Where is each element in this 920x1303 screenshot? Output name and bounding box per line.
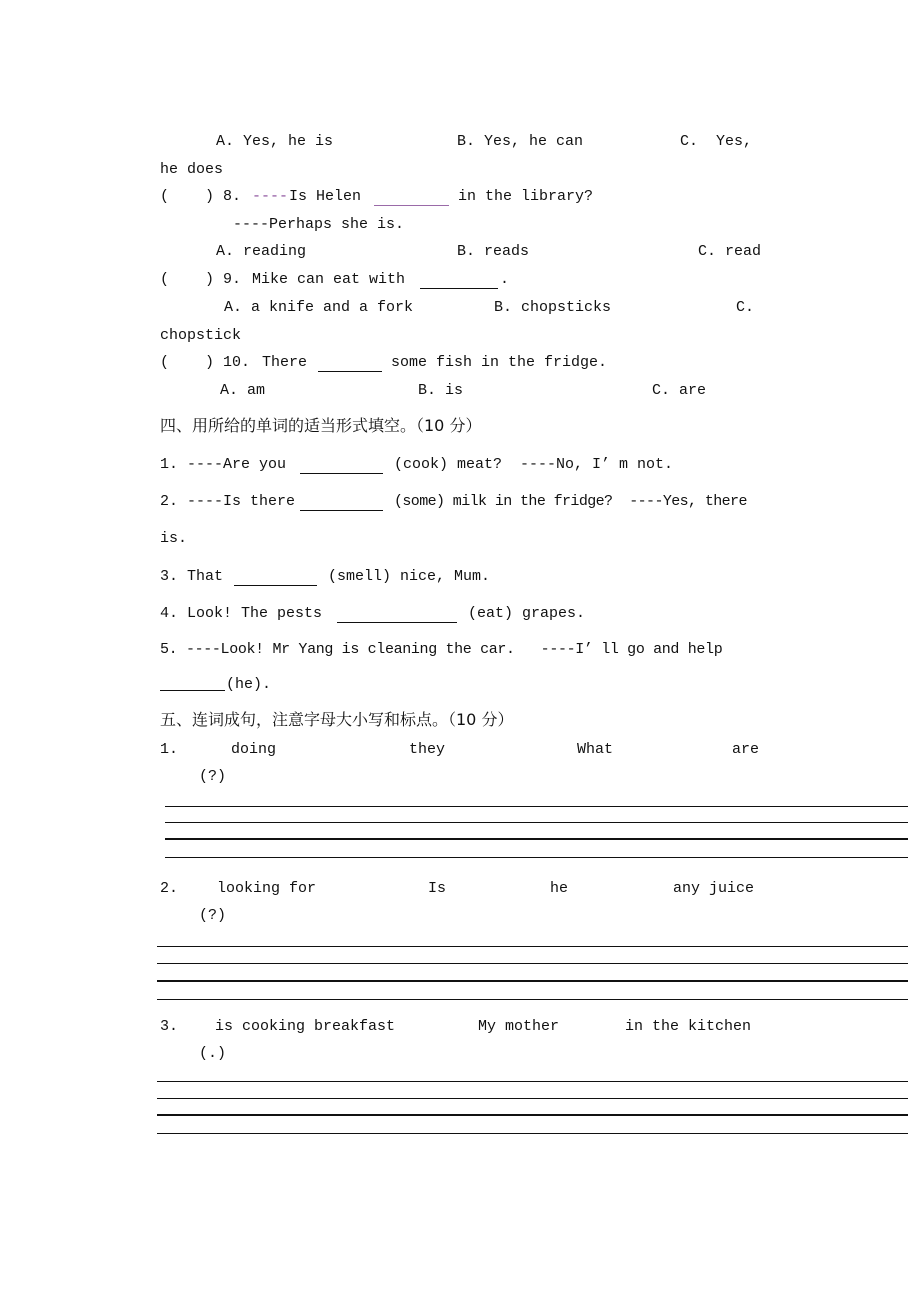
answer-line[interactable] [157, 1114, 908, 1116]
s4-item-2-pre: 2. ----Is there [160, 493, 296, 510]
section-4-title: 四、用所给的单词的适当形式填空。（10 分） [160, 416, 482, 435]
q10-option-a: A. am [220, 382, 266, 399]
q10-blank[interactable] [318, 357, 382, 372]
q9-option-c-cont: chopstick [160, 327, 242, 344]
q8-option-b: B. reads [457, 243, 530, 260]
s5-item-2-word: any juice [673, 880, 755, 897]
answer-line[interactable] [165, 822, 908, 823]
s4-item-2-cont: is. [160, 530, 188, 547]
s5-item-3-word: in the kitchen [625, 1018, 752, 1035]
q8-stem-2: in the library? [458, 188, 594, 205]
q8-blank[interactable] [374, 191, 449, 206]
s5-item-3-number: 3. [160, 1018, 179, 1035]
q8-dashes: ---- [252, 188, 289, 205]
s5-item-1-word: are [732, 741, 760, 758]
q9-answer-bracket[interactable]: ( ) 9. [160, 271, 242, 288]
answer-line[interactable] [157, 1133, 908, 1134]
s4-item-4-blank[interactable] [337, 608, 457, 623]
q7-option-c: C. Yes, [680, 133, 753, 150]
q7-option-a: A. Yes, he is [216, 133, 334, 150]
s5-item-2-number: 2. [160, 880, 179, 897]
s4-item-5-pre: 5. ----Look! Mr Yang is cleaning the car. ----I’ ll go and help [160, 641, 723, 658]
answer-line[interactable] [157, 963, 908, 964]
s5-item-1-word: they [409, 741, 446, 758]
s4-item-2-post: (some) milk in the fridge? ----Yes, there [394, 493, 747, 510]
s5-item-3-punct: (.) [199, 1045, 227, 1062]
s4-item-3-pre: 3. That [160, 568, 224, 585]
q9-option-b: B. chopsticks [494, 299, 612, 316]
answer-line[interactable] [165, 838, 908, 840]
s4-item-3-blank[interactable] [234, 571, 317, 586]
q8-option-c: C. read [698, 243, 762, 260]
s4-item-1-pre: 1. ----Are you [160, 456, 287, 473]
s5-item-3-word: My mother [478, 1018, 560, 1035]
q9-option-a: A. a knife and a fork [224, 299, 414, 316]
s5-item-2-punct: (?) [199, 907, 227, 924]
q10-option-b: B. is [418, 382, 464, 399]
q7-option-b: B. Yes, he can [457, 133, 584, 150]
q10-option-c: C. are [652, 382, 707, 399]
s5-item-2-word: looking for [217, 880, 317, 897]
s5-item-2-word: Is [428, 880, 447, 897]
answer-line[interactable] [157, 999, 908, 1000]
q10-stem-2: some fish in the fridge. [391, 354, 608, 371]
s4-item-4-post: (eat) grapes. [468, 605, 586, 622]
q7-option-c-cont: he does [160, 161, 224, 178]
s4-item-2-blank[interactable] [300, 496, 383, 511]
s4-item-5-blank[interactable] [160, 676, 225, 691]
s5-item-1-punct: (?) [199, 768, 227, 785]
q10-stem-1: There [262, 354, 308, 371]
s5-item-2-word: he [550, 880, 569, 897]
s5-item-1-word: What [577, 741, 614, 758]
q9-stem: Mike can eat with [252, 271, 406, 288]
s5-item-1-word: doing [231, 741, 277, 758]
s4-item-4-pre: 4. Look! The pests [160, 605, 323, 622]
s4-item-3-post: (smell) nice, Mum. [328, 568, 491, 585]
q9-blank[interactable] [420, 274, 498, 289]
s4-item-1-post: (cook) meat? ----No, I’ m not. [394, 456, 674, 473]
answer-line[interactable] [165, 857, 908, 858]
section-5-title: 五、连词成句，注意字母大小写和标点。（10 分） [160, 710, 514, 729]
q9-stem-end: . [500, 271, 510, 288]
answer-line[interactable] [157, 946, 908, 947]
q9-option-c: C. [736, 299, 755, 316]
s4-item-1-blank[interactable] [300, 459, 383, 474]
q8-stem-1: Is Helen [289, 188, 362, 205]
s5-item-1-number: 1. [160, 741, 179, 758]
answer-line[interactable] [157, 1098, 908, 1099]
s4-item-5-cont: (he). [226, 676, 272, 693]
answer-line[interactable] [157, 1081, 908, 1082]
s5-item-3-word: is cooking breakfast [215, 1018, 396, 1035]
q8-response: ----Perhaps she is. [233, 216, 405, 233]
answer-line[interactable] [157, 980, 908, 982]
answer-line[interactable] [165, 806, 908, 807]
q8-option-a: A. reading [216, 243, 307, 260]
q10-answer-bracket[interactable]: ( ) 10. [160, 354, 251, 371]
q8-answer-bracket[interactable]: ( ) 8. [160, 188, 242, 205]
